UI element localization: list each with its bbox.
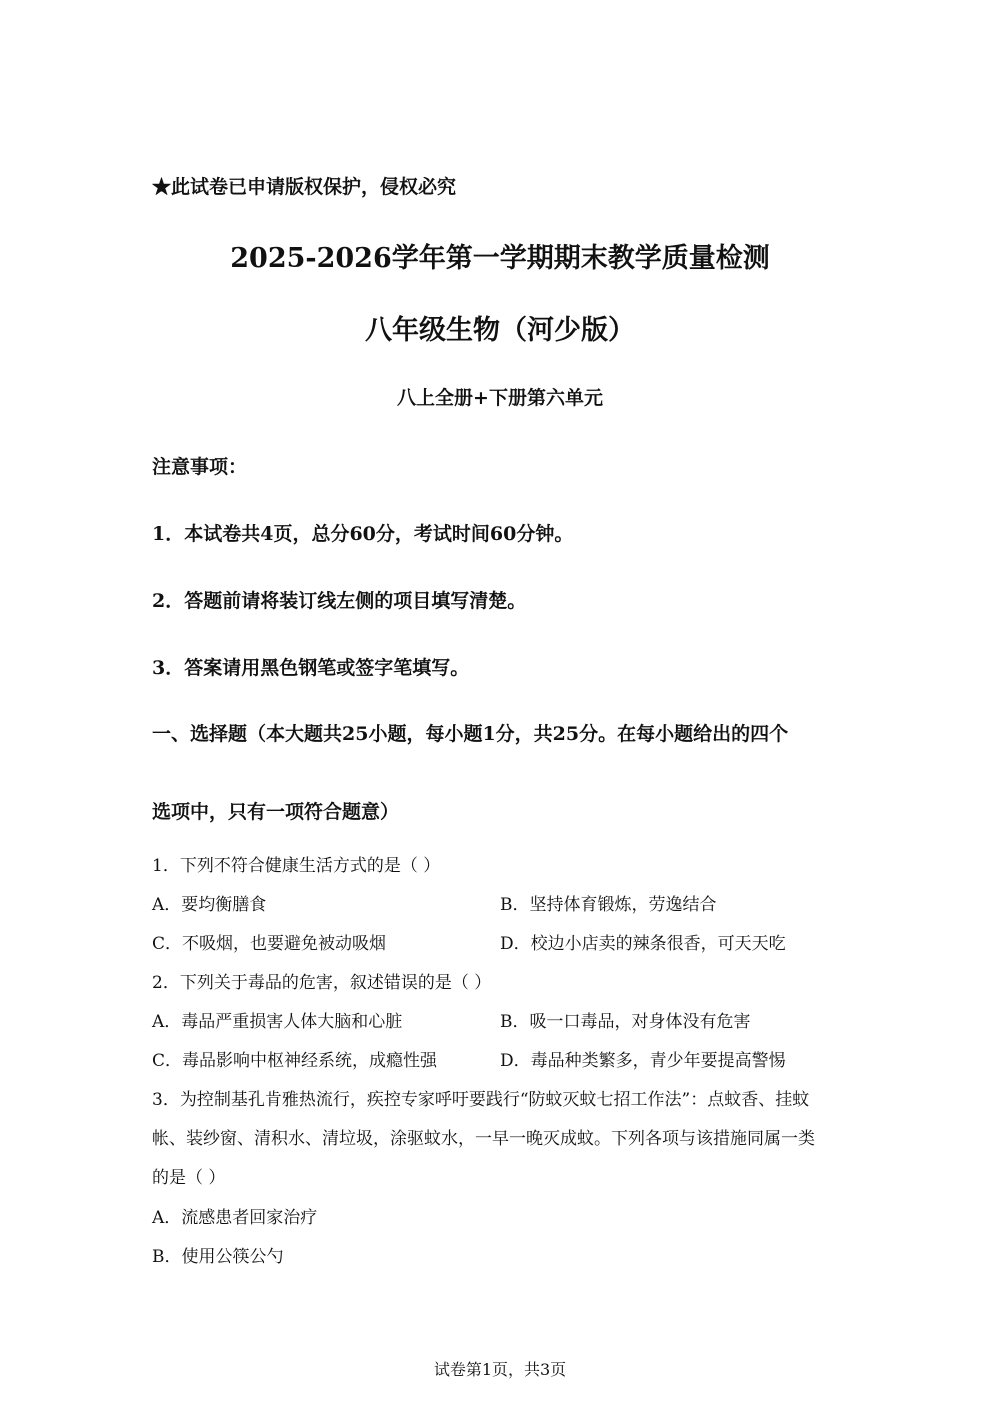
option-a: A．要均衡膳食 — [152, 895, 267, 915]
question-stem-continued: 帐、装纱窗、清积水、清垃圾，涂驱蚊水，一早一晚灭成蚊。下列各项与该措施同属一类 — [152, 1129, 815, 1149]
note-item: 3．答案请用黑色钢笔或签字笔填写。 — [152, 657, 470, 679]
question-stem: 3．为控制基孔肯雅热流行，疾控专家呼吁要践行“防蚊灭蚊七招工作法”：点蚊香、挂蚊 — [152, 1090, 810, 1110]
option-b: B．坚持体育锻炼，劳逸结合 — [500, 895, 717, 915]
question-stem: 2．下列关于毒品的危害，叙述错误的是（ ） — [152, 973, 492, 993]
note-item: 1．本试卷共4页，总分60分，考试时间60分钟。 — [152, 523, 574, 545]
option-d: D．毒品种类繁多，青少年要提高警惕 — [500, 1051, 786, 1071]
notes-heading: 注意事项： — [152, 456, 248, 478]
exam-subtitle: 八年级生物（河少版） — [365, 315, 635, 346]
exam-scope: 八上全册+下册第六单元 — [397, 387, 603, 409]
option-b: B．吸一口毒品，对身体没有危害 — [500, 1012, 751, 1032]
option-b: B．使用公筷公勺 — [152, 1247, 284, 1267]
question-stem-continued: 的是（ ） — [152, 1168, 226, 1188]
option-c: C．毒品影响中枢神经系统，成瘾性强 — [152, 1051, 438, 1071]
exam-title: 2025-2026学年第一学期期末教学质量检测 — [230, 243, 770, 274]
option-a: A．流感患者回家治疗 — [152, 1208, 318, 1228]
section-heading: 一、选择题（本大题共25小题，每小题1分，共25分。在每小题给出的四个 — [152, 723, 789, 745]
note-item: 2．答题前请将装订线左侧的项目填写清楚。 — [152, 590, 527, 612]
option-c: C．不吸烟，也要避免被动吸烟 — [152, 934, 387, 954]
copyright-notice: ★此试卷已申请版权保护，侵权必究 — [152, 176, 457, 198]
option-a: A．毒品严重损害人体大脑和心脏 — [152, 1012, 403, 1032]
page-footer: 试卷第1页，共3页 — [433, 1360, 567, 1379]
question-stem: 1．下列不符合健康生活方式的是（ ） — [152, 856, 441, 876]
option-d: D．校边小店卖的辣条很香，可天天吃 — [500, 934, 786, 954]
section-heading-continued: 选项中，只有一项符合题意） — [152, 801, 400, 823]
